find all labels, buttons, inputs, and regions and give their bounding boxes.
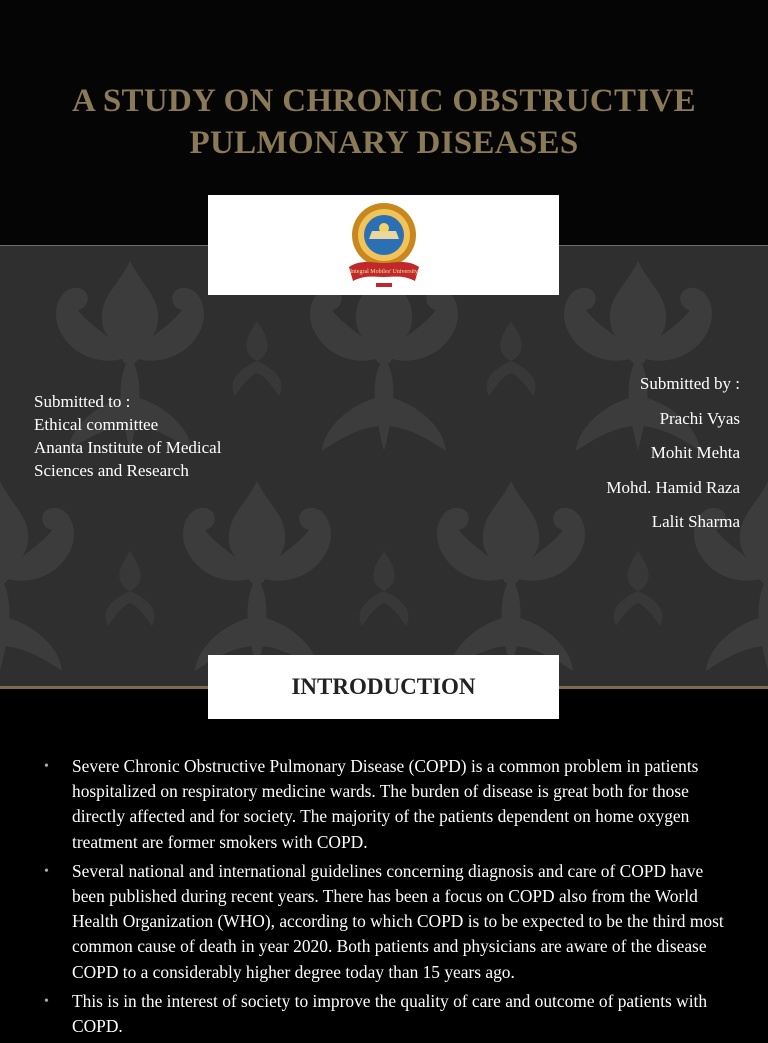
university-emblem-icon [341,201,427,289]
submitted-by-label: Submitted by : [639,374,740,393]
submitted-to-line-1: Ethical committee [34,415,159,434]
author-name: Prachi Vyas [659,408,740,428]
bullet-item: • Several national and international guidelines concerning diagnosis and care of COPD have been published during recent years. There has been a focus on COPD also from the World Health Organization (WHO), according to which COPD is to be expected to be the third most common cause of death in year 2020. Both patients and physicians are aware of the disease COPD to a considerably higher degree today than 15 years ago. [44,859,724,985]
title-line-2: PULMONARY DISEASES [189,125,579,161]
author-name: Mohit Mehta [650,443,740,463]
author-name: Lalit Sharma [651,512,740,532]
logo-box [208,195,559,295]
introduction-bullets [44,754,724,1043]
title-line-1: A STUDY ON CHRONIC OBSTRUCTIVE [72,83,696,119]
introduction-heading-box [208,655,559,719]
submitted-to-block [34,390,221,482]
introduction-heading: INTRODUCTION [291,674,476,699]
logo-text: Integral Mobiles' University [350,269,418,275]
bullet-item: • This is in the interest of society to improve the quality of care and outcome of patients with COPD. [44,989,724,1039]
submitted-by-block [606,373,740,546]
bullet-item: • Severe Chronic Obstructive Pulmonary Disease (COPD) is a common problem in patients hospitalized on respiratory medicine wards. The burden of disease is great both for those directly affected and for society. The majority of the patients dependent on home oxygen treatment are former smokers with COPD. [44,754,724,855]
submitted-to-line-2: Ananta Institute of Medical [34,438,222,457]
author-name: Mohd. Hamid Raza [606,477,740,497]
slide-title [20,80,748,164]
submitted-to-line-3: Sciences and Research [34,461,189,480]
submitted-to-label: Submitted to : [34,392,131,411]
